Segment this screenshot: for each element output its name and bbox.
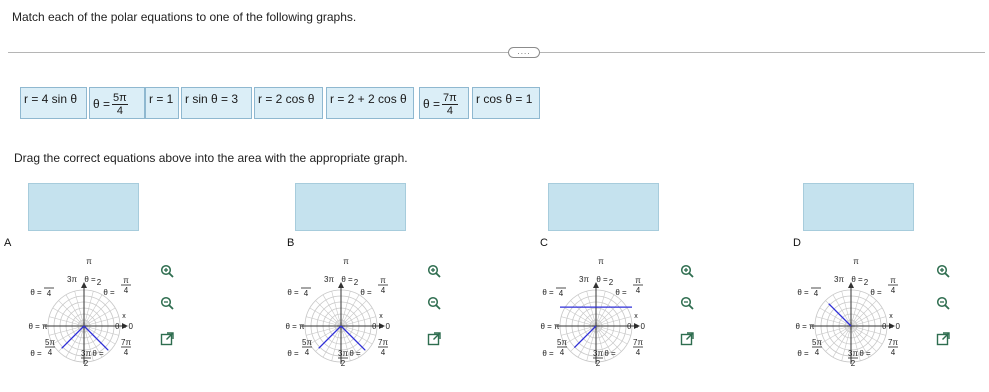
label-3pi4-num: 3π bbox=[834, 275, 844, 284]
separator bbox=[8, 52, 985, 53]
label-x: x bbox=[122, 313, 126, 320]
label-7pi4 bbox=[121, 338, 131, 357]
label-3pi2 bbox=[81, 349, 91, 368]
fraction-den: 4 bbox=[116, 104, 123, 117]
label-top: π bbox=[598, 258, 604, 266]
zoom-out-icon[interactable] bbox=[160, 296, 174, 310]
label-7pi4-den: 4 bbox=[890, 348, 896, 357]
label-theta-eq: θ = bbox=[30, 288, 42, 297]
label-3pi4-den bbox=[811, 288, 821, 298]
chip-rcos-1[interactable] bbox=[472, 87, 540, 119]
label-5pi4-num: 5π bbox=[812, 338, 822, 347]
label-top: π bbox=[86, 258, 92, 266]
label-x: x bbox=[634, 313, 638, 320]
label-pi4 bbox=[121, 276, 131, 295]
polar-graph-a bbox=[28, 258, 138, 386]
label-3pi4-num: 3π bbox=[579, 275, 589, 284]
expand-icon[interactable] bbox=[160, 332, 174, 346]
panel-letter-d: D bbox=[793, 237, 801, 249]
zoom-out-icon[interactable] bbox=[427, 296, 441, 310]
label-7pi4 bbox=[633, 338, 643, 357]
label-7pi4-num: 7π bbox=[378, 338, 388, 347]
label-7pi4-den: 4 bbox=[635, 348, 641, 357]
label-3pi4-den-den: 4 bbox=[558, 289, 564, 298]
label-theta-eq: θ = bbox=[287, 288, 299, 297]
zoom-in-icon[interactable] bbox=[936, 264, 950, 278]
label-theta-eq: θ = bbox=[341, 275, 353, 284]
label-right: θ = 0 bbox=[881, 322, 901, 331]
label-pi4-num: π bbox=[890, 276, 896, 285]
chip-label: r sin θ = 3 bbox=[185, 92, 239, 106]
label-pi4 bbox=[888, 276, 898, 295]
label-pi4-num: π bbox=[123, 276, 129, 285]
label-theta-eq: θ = bbox=[797, 349, 809, 358]
label-3pi4-den bbox=[556, 288, 566, 298]
label-pi4 bbox=[633, 276, 643, 295]
label-pi4 bbox=[378, 276, 388, 295]
polar-graph-b bbox=[285, 258, 395, 386]
polar-graph-c bbox=[540, 258, 650, 386]
label-left: θ = π bbox=[540, 322, 560, 331]
label-theta-eq: θ = bbox=[287, 349, 299, 358]
label-5pi4-num: 5π bbox=[45, 338, 55, 347]
label-3pi4-num: 3π bbox=[67, 275, 77, 284]
zoom-out-icon[interactable] bbox=[680, 296, 694, 310]
label-5pi4 bbox=[45, 338, 55, 357]
label-5pi4 bbox=[302, 338, 312, 357]
chip-label: r = 2 + 2 cos θ bbox=[330, 92, 407, 106]
label-3pi2-den: 2 bbox=[340, 359, 346, 368]
chip-theta-7pi-4[interactable] bbox=[419, 87, 469, 119]
label-5pi4-den: 4 bbox=[814, 348, 820, 357]
label-3pi4-den-den: 4 bbox=[303, 289, 309, 298]
label-3pi2-den: 2 bbox=[83, 359, 89, 368]
fraction-num: 5π bbox=[113, 91, 127, 104]
label-3pi2 bbox=[593, 349, 603, 368]
label-top: π bbox=[853, 258, 859, 266]
drop-zone-a[interactable] bbox=[28, 183, 139, 231]
label-x: x bbox=[889, 313, 893, 320]
label-theta-eq: θ = bbox=[542, 349, 554, 358]
chip-fraction bbox=[442, 92, 458, 117]
label-7pi4 bbox=[378, 338, 388, 357]
label-theta-eq: θ = bbox=[360, 288, 372, 297]
label-3pi4-den bbox=[301, 288, 311, 298]
zoom-in-icon[interactable] bbox=[160, 264, 174, 278]
expand-icon[interactable] bbox=[936, 332, 950, 346]
label-3pi4-den-den: 4 bbox=[46, 289, 52, 298]
label-5pi4-den: 4 bbox=[304, 348, 310, 357]
label-theta-eq: θ = bbox=[859, 349, 871, 358]
panel-letter-b: B bbox=[287, 237, 295, 249]
label-3pi2-num: 3π bbox=[593, 349, 603, 358]
question-prompt: Match each of the polar equations to one of the following graphs. bbox=[12, 10, 357, 24]
label-theta-eq: θ = bbox=[103, 288, 115, 297]
more-button[interactable]: .... bbox=[508, 47, 540, 58]
expand-icon[interactable] bbox=[680, 332, 694, 346]
label-theta-eq: θ = bbox=[84, 275, 96, 284]
zoom-out-icon[interactable] bbox=[936, 296, 950, 310]
drop-zone-c[interactable] bbox=[548, 183, 659, 231]
label-x: x bbox=[379, 313, 383, 320]
label-3pi4-den-den: 4 bbox=[813, 289, 819, 298]
label-theta-eq: θ = bbox=[596, 275, 608, 284]
label-pi4-den: 4 bbox=[890, 286, 896, 295]
label-theta-eq: θ = bbox=[604, 349, 616, 358]
fraction-num: 7π bbox=[443, 91, 457, 104]
chip-r-1[interactable] bbox=[145, 87, 179, 119]
chip-r-2cos[interactable] bbox=[254, 87, 323, 119]
label-3pi2 bbox=[848, 349, 858, 368]
chip-label: r = 2 cos θ bbox=[258, 92, 315, 106]
zoom-in-icon[interactable] bbox=[680, 264, 694, 278]
label-theta-eq: θ = bbox=[349, 349, 361, 358]
label-7pi4-num: 7π bbox=[121, 338, 131, 347]
fraction-den: 4 bbox=[446, 104, 453, 117]
polar-graph-d bbox=[795, 258, 905, 386]
drop-zone-d[interactable] bbox=[803, 183, 914, 231]
label-5pi4-den: 4 bbox=[47, 348, 53, 357]
label-theta-eq: θ = bbox=[30, 349, 42, 358]
label-3pi4-num: 3π bbox=[324, 275, 334, 284]
label-3pi2-den: 2 bbox=[595, 359, 601, 368]
label-5pi4-den: 4 bbox=[559, 348, 565, 357]
label-theta-eq: θ = bbox=[615, 288, 627, 297]
label-3pi2-num: 3π bbox=[81, 349, 91, 358]
chip-fraction bbox=[112, 92, 128, 117]
label-pi4-num: π bbox=[380, 276, 386, 285]
label-7pi4-num: 7π bbox=[888, 338, 898, 347]
label-5pi4 bbox=[557, 338, 567, 357]
label-right: θ = 0 bbox=[371, 322, 391, 331]
label-theta-eq: θ = bbox=[542, 288, 554, 297]
label-pi4-num: π bbox=[635, 276, 641, 285]
panel-letter-a: A bbox=[4, 237, 12, 249]
label-pi4-den: 4 bbox=[123, 286, 129, 295]
label-3pi2-num: 3π bbox=[848, 349, 858, 358]
label-top-den: 2 bbox=[96, 278, 102, 287]
label-theta-eq: θ = bbox=[797, 288, 809, 297]
chip-theta-5pi-4[interactable] bbox=[89, 87, 145, 119]
label-top-den: 2 bbox=[608, 278, 614, 287]
label-3pi2-den: 2 bbox=[850, 359, 856, 368]
label-5pi4 bbox=[812, 338, 822, 357]
chip-label: r = 4 sin θ bbox=[24, 92, 78, 106]
label-right: θ = 0 bbox=[114, 322, 134, 331]
chip-label: r cos θ = 1 bbox=[476, 92, 533, 106]
label-7pi4-den: 4 bbox=[123, 348, 129, 357]
label-theta-eq: θ = bbox=[870, 288, 882, 297]
label-3pi2 bbox=[338, 349, 348, 368]
label-top-den: 2 bbox=[863, 278, 869, 287]
label-pi4-den: 4 bbox=[635, 286, 641, 295]
label-left: θ = π bbox=[285, 322, 305, 331]
label-theta-eq: θ = bbox=[851, 275, 863, 284]
chip-prefix: θ = bbox=[423, 97, 441, 111]
chip-prefix: θ = bbox=[93, 97, 111, 111]
label-left: θ = π bbox=[28, 322, 48, 331]
label-left: θ = π bbox=[795, 322, 815, 331]
label-3pi2-num: 3π bbox=[338, 349, 348, 358]
label-5pi4-num: 5π bbox=[557, 338, 567, 347]
label-theta-eq: θ = bbox=[92, 349, 104, 358]
label-7pi4 bbox=[888, 338, 898, 357]
chip-label: r = 1 bbox=[149, 92, 174, 106]
label-7pi4-den: 4 bbox=[380, 348, 386, 357]
label-7pi4-num: 7π bbox=[633, 338, 643, 347]
label-top-den: 2 bbox=[353, 278, 359, 287]
chip-rsin-3[interactable] bbox=[181, 87, 252, 119]
panel-letter-c: C bbox=[540, 237, 548, 249]
zoom-in-icon[interactable] bbox=[427, 264, 441, 278]
drop-zone-b[interactable] bbox=[295, 183, 406, 231]
label-top: π bbox=[343, 258, 349, 266]
label-3pi4-den bbox=[44, 288, 54, 298]
label-5pi4-num: 5π bbox=[302, 338, 312, 347]
chip-r-2plus2cos[interactable] bbox=[326, 87, 414, 119]
chip-r-4sin[interactable] bbox=[20, 87, 87, 119]
instruction-text: Drag the correct equations above into the area with the appropriate graph. bbox=[14, 151, 408, 165]
label-pi4-den: 4 bbox=[380, 286, 386, 295]
label-right: θ = 0 bbox=[626, 322, 646, 331]
expand-icon[interactable] bbox=[427, 332, 441, 346]
